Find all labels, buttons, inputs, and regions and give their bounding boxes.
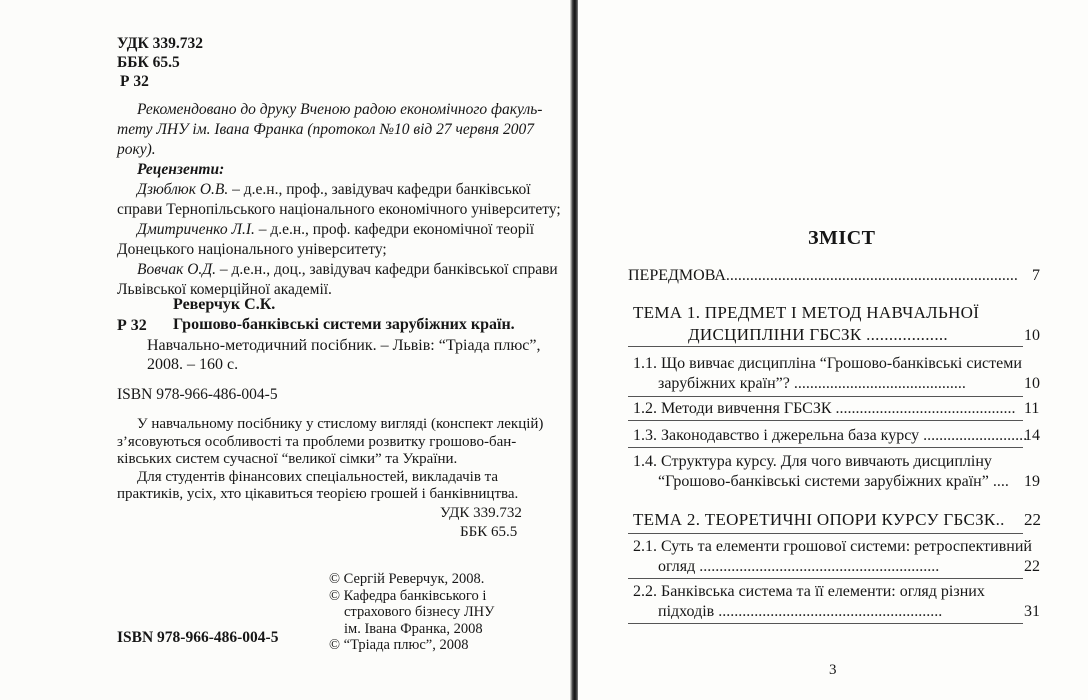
toc-page: 22 <box>1024 558 1040 575</box>
reviewer-3: Вовчак О.Д. – д.е.н., доц., завідувач кафедри банківської справи <box>137 261 558 278</box>
right-page: ЗМІСТ ПЕРЕДМОВА......................................................................... 7 ТЕМА 1. ПРЕДМЕТ І МЕТОД НАВЧАЛЬНОЇ ДИСЦИПЛІНИ ГБСЗК .................. 10 1.1. Що вивчає дисципліна “Грошово-банківські системи зарубіжних країн”? ........................................... 10 1.2. Методи вивчення ГБСЗК ............................................. 11 1.3. Законодавство і джерельна база курсу .......................... 14 1.4. Структура курсу. Для чого вивчають дисципліну “Грошово-банківські системи зарубіжних країн” .... 19 ТЕМА 2. ТЕОРЕТИЧНІ ОПОРИ КУРСУ ГБСЗК.. 22 2.1. Суть та елементи грошової системи: ретроспективний огляд ............................................................ 22 2.2. Банківська система та її елементи: огляд різних підходів ........................................................ 31 3 <box>578 0 1088 700</box>
divider <box>628 533 1023 534</box>
toc-page: 10 <box>1024 327 1040 344</box>
copyright-block: © Сергій Реверчук, 2008. © Кафедра банківського і страхового бізнесу ЛНУ ім. Івана Франка, 2008 © “Тріада плюс”, 2008 <box>329 571 495 653</box>
classification-block <box>117 34 203 91</box>
toc-entry-1-2: 1.2. Методи вивчення ГБСЗК ............................................. <box>633 400 1016 417</box>
toc-page: 31 <box>1024 603 1040 620</box>
reviewers-heading: Рецензенти: <box>137 161 225 178</box>
toc-page: 11 <box>1024 400 1040 417</box>
toc-entry-2-1: 2.1. Суть та елементи грошової системи: ретроспективний <box>633 538 1032 555</box>
bbk-code: ББК 65.5 <box>117 54 180 71</box>
publication-info: Навчально-методичний посібник. – Львів: “Тріада плюс”, 2008. – 160 с. <box>147 337 541 373</box>
toc-entry-preface: ПЕРЕДМОВА......................................................................... <box>628 267 1018 284</box>
recommendation-text: Рекомендовано до друку Вченою радою економічного факуль- тету ЛНУ ім. Івана Франка (протокол №10 від 27 червня 2007 року). Рецензенти: Дзюблюк О.В. – д.е.н., проф., завідувач кафедри банківської справи Тернопільського національного економічного університету; Дмитриченко Л.І. – д.е.н., проф. кафедри економічної теорії Донецького національного університету; Вовчак О.Д. – д.е.н., доц., завідувач кафедри банківської справи Львівської комерційної академії. <box>117 101 561 298</box>
author-cipher: Р 32 <box>120 73 149 90</box>
divider <box>628 396 1023 397</box>
divider <box>628 346 1023 347</box>
udk-code: УДК 339.732 <box>117 35 203 52</box>
toc-entry-topic-1: ТЕМА 1. ПРЕДМЕТ І МЕТОД НАВЧАЛЬНОЇ <box>633 303 980 322</box>
toc-entry-1-3: 1.3. Законодавство і джерельна база курсу .......................... <box>633 427 1028 444</box>
bib-author: Реверчук С.К. <box>173 296 276 313</box>
page-number: 3 <box>829 662 837 678</box>
classification-bottom: УДК 339.732 ББК 65.5 <box>440 505 522 540</box>
isbn: ISBN 978-966-486-004-5 <box>117 386 278 403</box>
toc-page: 14 <box>1024 427 1040 444</box>
isbn-bottom: ISBN 978-966-486-004-5 <box>117 629 279 646</box>
reviewer-2: Дмитриченко Л.І. – д.е.н., проф. кафедри економічної теорії <box>137 221 535 238</box>
toc-page: 22 <box>1024 510 1041 529</box>
toc-page: 10 <box>1024 375 1040 392</box>
bib-cipher: Р 32 <box>117 317 147 334</box>
toc-entry-1-1: 1.1. Що вивчає дисципліна “Грошово-банківські системи <box>633 355 1022 372</box>
divider <box>628 420 1023 421</box>
annotation: У навчальному посібнику у стислому вигляді (конспект лекцій) з’ясовуються особливості та проблеми розвитку грошово-бан- ківських систем сучасної “великої сімки” та України. Для студентів фінансових спеціальностей, викладачів та практиків, усіх, хто цікавиться теорією грошей і банківництва. <box>117 416 544 502</box>
toc-entry-1-4: 1.4. Структура курсу. Для чого вивчають дисципліну <box>633 453 992 470</box>
divider <box>628 578 1023 579</box>
reviewer-1: Дзюблюк О.В. – д.е.н., проф., завідувач кафедри банківської <box>137 181 531 198</box>
book-title: Грошово-банківські системи зарубіжних країн. <box>173 316 515 333</box>
toc-entry-topic-2: ТЕМА 2. ТЕОРЕТИЧНІ ОПОРИ КУРСУ ГБСЗК.. <box>633 510 1005 529</box>
toc-page: 19 <box>1024 473 1040 490</box>
toc-entry-2-2: 2.2. Банківська система та її елементи: огляд різних <box>633 583 985 600</box>
toc-page: 7 <box>1032 267 1040 284</box>
toc-title: ЗМІСТ <box>808 227 876 249</box>
divider <box>628 447 1023 448</box>
divider <box>628 623 1023 624</box>
